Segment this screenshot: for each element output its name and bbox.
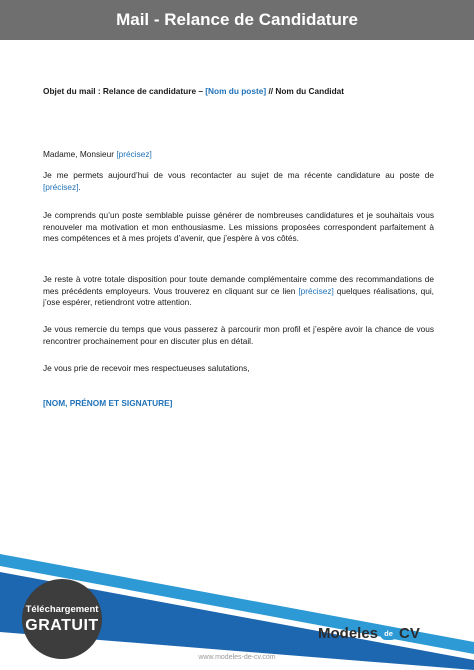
paragraph-1-end: . bbox=[78, 181, 81, 192]
greeting-placeholder: [précisez] bbox=[116, 149, 152, 159]
document-title: Mail - Relance de Candidature bbox=[116, 10, 358, 29]
paragraph-3-placeholder: [précisez] bbox=[298, 285, 334, 296]
paragraph-1 bbox=[43, 170, 434, 193]
paragraph-3 bbox=[43, 274, 434, 309]
badge-download-label: Téléchargement bbox=[25, 603, 99, 615]
paragraph-5: Je vous prie de recevoir mes respectueuses salutations, bbox=[43, 363, 250, 373]
paragraph-3-end: quelques réalisations, qui, j’ose espérer, retiendront votre attention. bbox=[43, 285, 434, 308]
greeting bbox=[43, 149, 434, 161]
subject-placeholder: [Nom du poste] bbox=[205, 86, 267, 96]
brand-logo bbox=[318, 625, 420, 642]
greeting-text: Madame, Monsieur bbox=[43, 149, 117, 159]
signature-placeholder: [NOM, PRÉNOM ET SIGNATURE] bbox=[43, 398, 173, 408]
paragraph-1-placeholder: [précisez] bbox=[43, 181, 79, 192]
website-url[interactable]: www.modeles-de-cv.com bbox=[198, 654, 276, 661]
paragraph-1-text: Je me permets aujourd’hui de vous recontacter au sujet de ma récente candidature au poste de bbox=[43, 170, 434, 180]
subject-suffix: // Nom du Candidat bbox=[266, 86, 345, 96]
brand-connector-icon: de bbox=[380, 628, 397, 640]
subject-prefix: Objet du mail : Relance de candidature – bbox=[43, 86, 206, 96]
paragraph-3-text: Je reste à votre totale disposition pour toute demande complémentaire comme des recommandations de mes précédents employeurs. Vous trouverez en cliquant sur ce lien bbox=[43, 274, 434, 296]
brand-name-part2: CV bbox=[399, 625, 420, 642]
download-badge[interactable] bbox=[22, 579, 102, 659]
brand-name-part1: Modeles bbox=[318, 625, 379, 642]
header-bar bbox=[0, 0, 474, 40]
paragraph-4: Je vous remercie du temps que vous passerez à parcourir mon profil et j’espère avoir la chance de vous rencontrer prochainement pour en discuter plus en détail. bbox=[43, 324, 434, 346]
mail-subject bbox=[43, 86, 434, 98]
paragraph-2: Je comprends qu’un poste semblable puisse générer de nombreuses candidatures et je souhaitais vous renouveler ma motivation et mon enthousiasme. Les missions proposées correspondent parfaitement à mes compétences et à mes projets d’avenir, que j’espère à vos côtés. bbox=[43, 210, 434, 244]
badge-free-label: GRATUIT bbox=[25, 616, 99, 634]
